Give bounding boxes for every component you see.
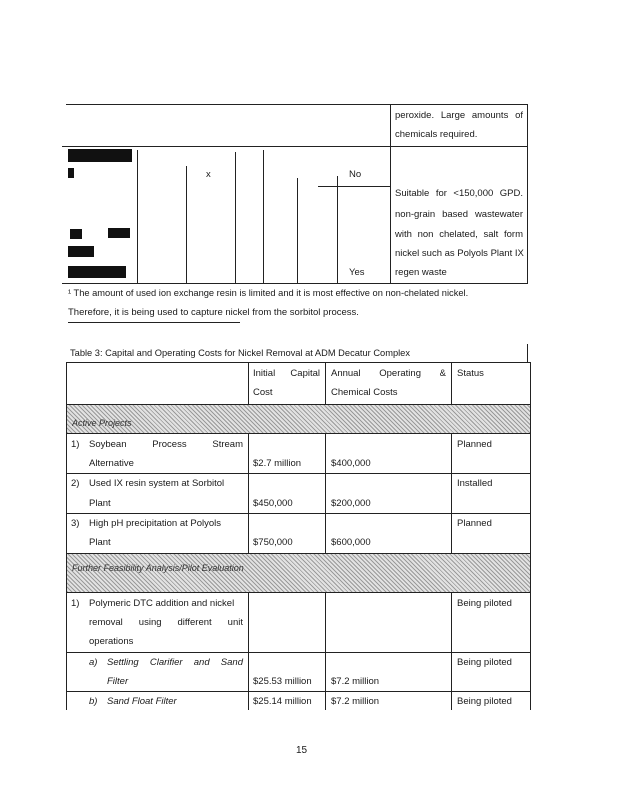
column-divider — [235, 152, 236, 283]
header-chemical-costs: Chemical Costs — [331, 387, 398, 398]
row-description: Alternative — [89, 458, 134, 469]
annual-cost-value: $7.2 million — [331, 696, 380, 707]
redacted-block — [68, 246, 94, 257]
row1-right-line: peroxide. Large amounts of — [395, 110, 523, 121]
initial-capital-value: $25.14 million — [253, 696, 312, 707]
table-border-top — [66, 104, 528, 105]
column-divider — [337, 176, 338, 283]
row2-right-line: nickel such as Polyols Plant IX — [395, 248, 524, 259]
row-description: Settling Clarifier and Sand — [107, 657, 243, 668]
redacted-block — [108, 228, 130, 238]
status-value: Planned — [457, 518, 492, 529]
initial-capital-value: $450,000 — [253, 498, 293, 509]
yes-label: Yes — [349, 267, 365, 278]
status-value: Being piloted — [457, 696, 512, 707]
row-description: removal using different unit — [89, 617, 243, 628]
row-number: 1) — [71, 439, 80, 450]
column-divider — [137, 150, 138, 283]
table-border-bottom — [62, 283, 528, 284]
no-label: No — [349, 169, 362, 180]
redacted-block — [68, 149, 132, 162]
status-value: Installed — [457, 478, 493, 489]
initial-capital-value: $25.53 million — [253, 676, 312, 687]
redacted-block — [68, 168, 74, 178]
annual-cost-value: $7.2 million — [331, 676, 380, 687]
row-divider — [66, 592, 531, 593]
row-number: 1) — [71, 598, 80, 609]
section-active-projects: Active Projects — [72, 418, 132, 428]
row2-right-line: Suitable for <150,000 GPD. — [395, 188, 523, 199]
section-shading — [67, 554, 530, 592]
row-number: 3) — [71, 518, 80, 529]
row-description: Soybean Process Stream — [89, 439, 243, 450]
section-further-feasibility: Further Feasibility Analysis/Pilot Evaluation — [72, 563, 244, 573]
footnote-line: ¹ The amount of used ion exchange resin is limited and it is most effective on non-chelated nickel. — [68, 288, 469, 298]
status-value: Being piloted — [457, 657, 512, 668]
x-mark: x — [206, 169, 211, 180]
row-description: Used IX resin system at Sorbitol — [89, 478, 225, 489]
row-divider — [62, 146, 528, 147]
header-initial-capital: Initial Capital — [253, 368, 320, 379]
initial-capital-value: $2.7 million — [253, 458, 302, 469]
row-divider — [66, 652, 531, 653]
status-value: Planned — [457, 439, 492, 450]
annual-cost-value: $400,000 — [331, 458, 371, 469]
header-cost: Cost — [253, 387, 273, 398]
row-description: Polymeric DTC addition and nickel — [89, 598, 235, 609]
row-description: Sand Float Filter — [107, 696, 177, 707]
row1-right-line: chemicals required. — [395, 129, 478, 140]
table-border-right — [527, 344, 528, 362]
row-description: operations — [89, 636, 134, 647]
row2-right-line: non-grain based wastewater — [395, 209, 523, 220]
row-number: 2) — [71, 478, 80, 489]
annual-cost-value: $200,000 — [331, 498, 371, 509]
row-description: Filter — [107, 676, 129, 687]
initial-capital-value: $750,000 — [253, 537, 293, 548]
row-number: b) — [89, 696, 98, 707]
redacted-block — [70, 229, 82, 239]
row-divider — [66, 473, 531, 474]
column-divider — [263, 150, 264, 283]
table-border-top — [66, 362, 531, 363]
table-border-right — [530, 362, 531, 710]
table-border-right — [527, 104, 528, 284]
column-divider — [390, 104, 391, 284]
page-number: 15 — [296, 745, 308, 756]
column-divider — [186, 166, 187, 283]
row-number: a) — [89, 657, 98, 668]
footnote-underline — [68, 322, 240, 323]
row-divider — [66, 691, 531, 692]
row-divider — [318, 186, 390, 187]
header-status: Status — [457, 368, 484, 379]
row2-right-line: regen waste — [395, 267, 447, 278]
row-divider — [66, 433, 531, 434]
row2-right-line: with non chelated, salt form — [395, 229, 523, 240]
status-value: Being piloted — [457, 598, 512, 609]
header-annual-operating: Annual Operating & — [331, 368, 446, 379]
column-divider — [297, 178, 298, 283]
footnote-line: Therefore, it is being used to capture nickel from the sorbitol process. — [68, 307, 359, 318]
table-caption: Table 3: Capital and Operating Costs for Nickel Removal at ADM Decatur Complex — [70, 348, 410, 358]
row-description: Plant — [89, 537, 111, 548]
annual-cost-value: $600,000 — [331, 537, 371, 548]
redacted-block — [68, 266, 126, 278]
row-divider — [66, 513, 531, 514]
row-description: High pH precipitation at Polyols — [89, 518, 222, 529]
row-description: Plant — [89, 498, 111, 509]
